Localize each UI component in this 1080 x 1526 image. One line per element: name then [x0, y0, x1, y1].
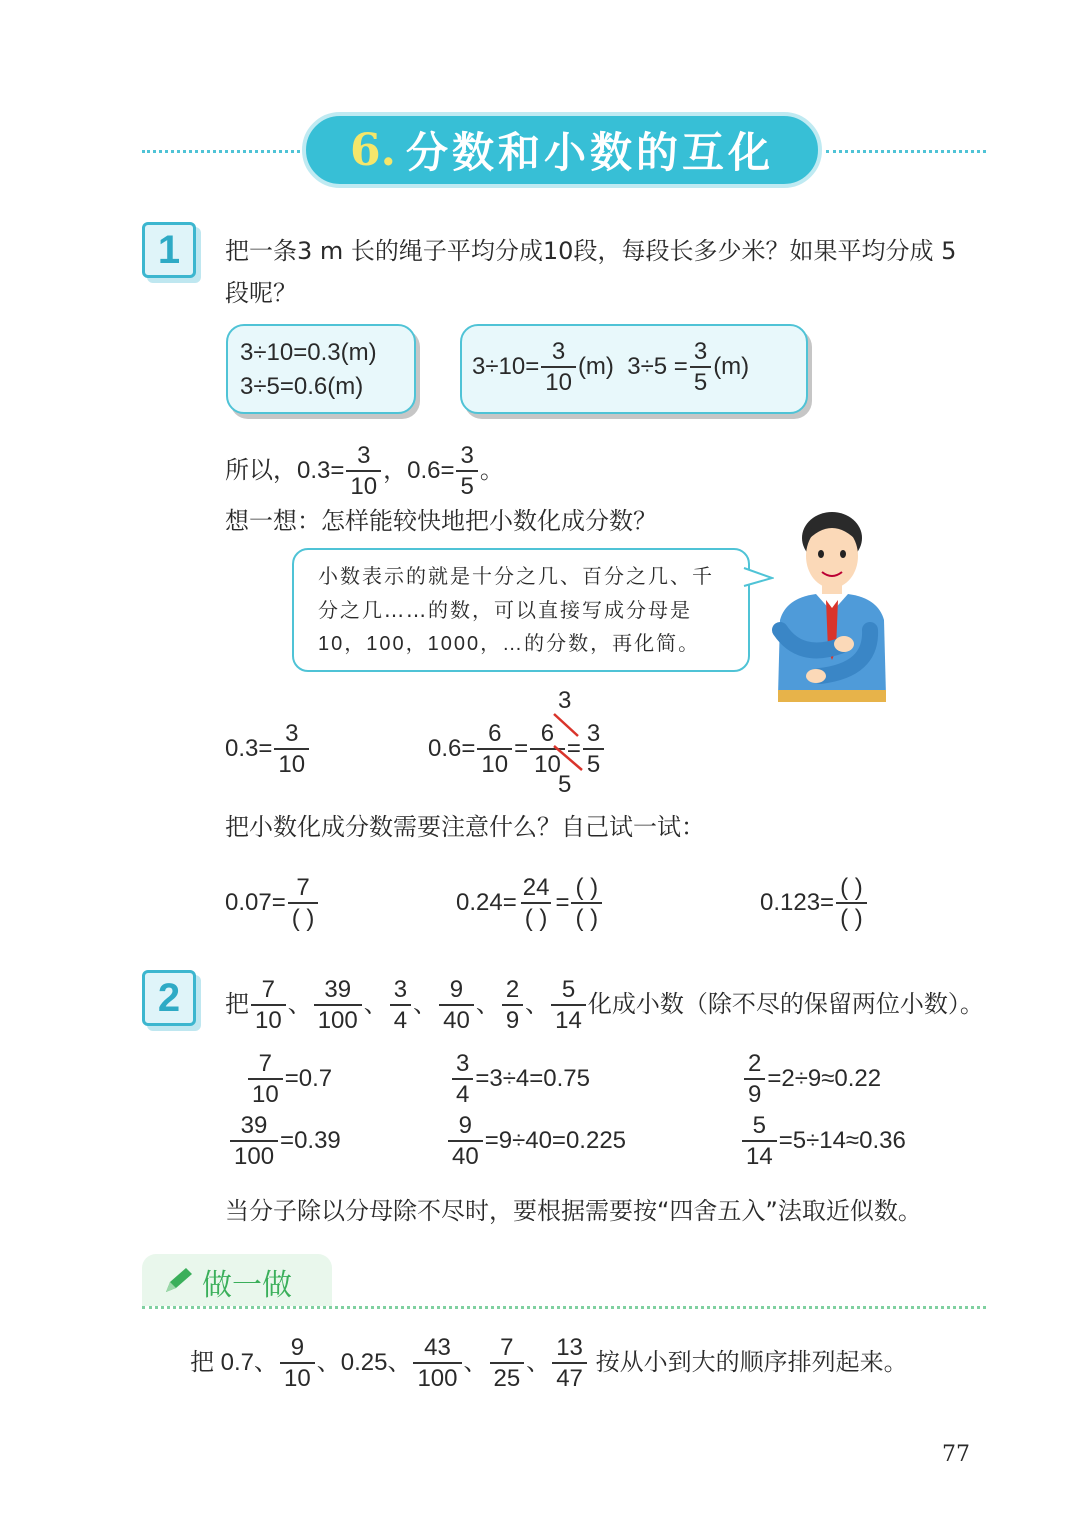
practice-label: 做一做	[202, 1268, 292, 1303]
title-number: 6.	[350, 124, 396, 176]
reduce-above: 3	[558, 687, 572, 714]
practice-fraction-1: $\frac{9}{10}$	[280, 1336, 315, 1391]
attention-prompt: 把小数化成分数需要注意什么？自己试一试：	[225, 813, 705, 841]
answer-5: $\frac{9}{40}$ =9÷40=0.225	[446, 1114, 626, 1169]
answer-2: $\frac{3}{4}$ =3÷4=0.75	[450, 1052, 590, 1107]
q2-fraction-6: $\frac{5}{14}$	[551, 978, 586, 1033]
try-0-24-fraction-2: $\frac{( )}{( )}$	[571, 876, 602, 931]
q2-fraction-4: $\frac{9}{40}$	[439, 978, 474, 1033]
example-2-badge: 2	[142, 970, 196, 1026]
title-dots-left	[142, 150, 300, 153]
question-2: 把 $\frac{7}{10}$ 、 $\frac{39}{100}$ 、 $\frac{3}{4}$ 、 $\frac{9}{40}$ 、 $\frac{2}{9}$ 、 $\frac{5}{14}$ 化成小数（除不尽的保留两位小数）。	[225, 976, 984, 1034]
practice-fraction-3: $\frac{7}{25}$	[490, 1336, 525, 1391]
try-0-07-fraction: $\frac{7}{( )}$	[288, 876, 319, 931]
try-0-24: 0.24= $\frac{24}{( )}$ = $\frac{( )}{( )}$	[456, 876, 604, 931]
example-0-3-fraction: $\frac{3}{10}$	[274, 722, 309, 777]
try-0-123: 0.123= $\frac{( )}{( )}$	[760, 876, 869, 931]
practice-header	[142, 1254, 332, 1306]
box1-line2: 3÷5=0.6(m)	[240, 373, 364, 400]
conclusion-line: 所以，0.3= $\frac{3}{10}$ ，0.6= $\frac{3}{5}$ 。	[225, 442, 504, 500]
section-title	[302, 112, 822, 188]
question-1-line1: 把一条3 m 长的绳子平均分成10段，每段长多少米？如果平均分成 5	[225, 237, 957, 265]
conclusion-fraction-2: $\frac{3}{5}$	[456, 444, 477, 499]
student-illustration	[760, 500, 900, 710]
speech-line-3: 10，100，1000，…的分数，再化简。	[318, 633, 701, 655]
example-0-6: 0.6= $\frac{6}{10}$ = $\frac{6}{10}$ = $\frac{3}{5}$	[428, 722, 606, 777]
reduce-below: 5	[558, 771, 572, 798]
q2-fraction-2: $\frac{39}{100}$	[314, 978, 362, 1033]
think-prompt: 想一想：怎样能较快地把小数化成分数？	[225, 507, 657, 535]
title-text: 分数和小数的互化	[405, 128, 774, 177]
practice-question: 把 0.7、 $\frac{9}{10}$ 、0.25、 $\frac{43}{100}$ 、 $\frac{7}{25}$ 、 $\frac{13}{47}$ 按从小到大的顺序排列起来。	[190, 1334, 908, 1392]
page-number: 77	[942, 1442, 970, 1467]
box2-content	[472, 340, 749, 395]
example-0-6-fraction-reduced: $\frac{6}{10}$	[530, 722, 565, 777]
pencil-icon	[162, 1266, 194, 1296]
title-dots-right	[826, 150, 986, 153]
solution-box-fraction	[460, 324, 808, 414]
conclusion-fraction-1: $\frac{3}{10}$	[346, 444, 381, 499]
answer-1: $\frac{7}{10}$ =0.7	[246, 1052, 332, 1107]
box2-a-prefix: 3÷10=	[472, 352, 540, 380]
strike-marks	[548, 708, 588, 774]
box1-line1: 3÷10=0.3(m)	[240, 339, 377, 366]
box2-b-fraction: $\frac{3}{5}$	[690, 340, 711, 395]
answer-4: $\frac{39}{100}$ =0.39	[228, 1114, 341, 1169]
answer-3: $\frac{2}{9}$ =2÷9≈0.22	[742, 1052, 881, 1107]
box2-b-unit: (m)	[713, 352, 750, 380]
try-0-24-fraction-1: $\frac{24}{( )}$	[522, 874, 550, 932]
box2-a-fraction: $\frac{3}{10}$	[541, 340, 576, 395]
example-0-3: 0.3= $\frac{3}{10}$	[225, 722, 311, 777]
practice-divider	[142, 1306, 986, 1309]
answer-6: $\frac{5}{14}$ =5÷14≈0.36	[740, 1114, 906, 1169]
q2-fraction-1: $\frac{7}{10}$	[251, 978, 286, 1033]
practice-fraction-2: $\frac{43}{100}$	[413, 1336, 461, 1391]
box2-a-unit: (m)	[577, 352, 614, 380]
rounding-note: 当分子除以分母除不尽时，要根据需要按“四舍五入”法取近似数。	[225, 1197, 922, 1225]
try-0-123-fraction: $\frac{( )}{( )}$	[836, 876, 867, 931]
speech-bubble	[292, 548, 750, 672]
question-1-line2: 段呢？	[225, 279, 297, 307]
try-0-07: 0.07= $\frac{7}{( )}$	[225, 876, 320, 931]
q2-fraction-5: $\frac{2}{9}$	[502, 978, 523, 1033]
speech-line-2: 分之几……的数，可以直接写成分母是	[318, 598, 692, 622]
example-0-6-fraction-1: $\frac{6}{10}$	[477, 722, 512, 777]
example-0-6-fraction-result: $\frac{3}{5}$	[583, 722, 604, 777]
example-1-badge: 1	[142, 222, 196, 278]
q2-fraction-3: $\frac{3}{4}$	[390, 978, 411, 1033]
practice-fraction-4: $\frac{13}{47}$	[552, 1336, 587, 1391]
box2-b-prefix: 3÷5 =	[627, 352, 688, 380]
solution-box-decimal	[226, 324, 416, 414]
speech-line-1: 小数表示的就是十分之几、百分之几、千	[318, 564, 714, 588]
